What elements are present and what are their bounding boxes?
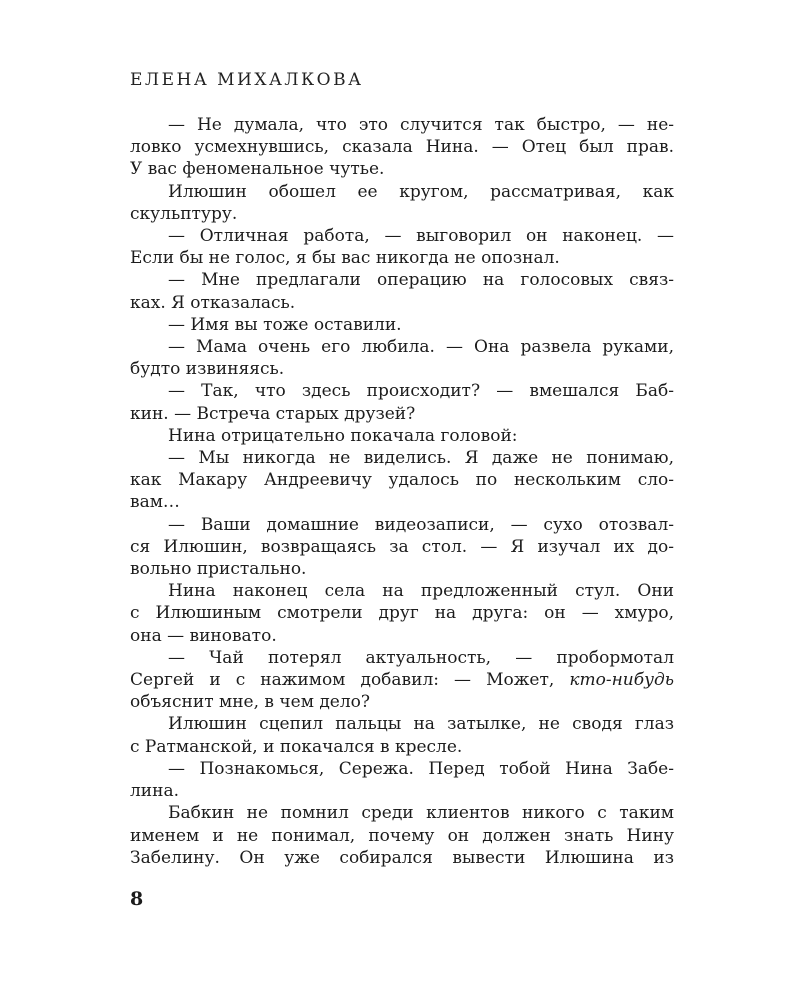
text-line: именем и не понимал, почему он должен знать Нину: [130, 825, 674, 846]
text-line: Илюшин сцепил пальцы на затылке, не сводя глаз: [168, 714, 674, 735]
paragraph: [130, 758, 674, 802]
text-line: ках. Я отказалась.: [130, 292, 296, 313]
paragraph: [130, 425, 674, 447]
paragraph: [130, 114, 674, 181]
text-line: — Имя вы тоже оставили.: [168, 314, 402, 335]
text-line: — Мы никогда не виделись. Я даже не понимаю,: [168, 448, 674, 469]
text-line: объяснит мне, в чем дело?: [130, 692, 371, 713]
text-line: — Чай потерял актуальность, — пробормотал: [168, 647, 674, 668]
text-line: — Отличная работа, — выговорил он наконец. —: [168, 226, 674, 247]
text-line: скульптуру.: [130, 203, 238, 224]
text-line: У вас феноменальное чутье.: [130, 159, 385, 180]
text-line: — Познакомься, Сережа. Перед тобой Нина Забе-: [168, 758, 674, 779]
text-line: лина.: [130, 781, 179, 802]
text-line: Нина отрицательно покачала головой:: [168, 425, 518, 446]
paragraph: [130, 713, 674, 757]
text-line: ся Илюшин, возвращаясь за стол. — Я изучал их до-: [130, 536, 674, 557]
text-line: как Макару Андреевичу удалось по нескольким сло-: [130, 470, 674, 491]
text-line: Нина наконец села на предложенный стул. Они: [168, 581, 674, 602]
page-number: 8: [130, 888, 144, 910]
text-line: она — виновато.: [130, 625, 277, 646]
text-line: Если бы не голос, я бы вас никогда не опознал.: [130, 248, 560, 269]
text-line: Сергей и с нажимом добавил: — Может, кто-нибудь: [130, 670, 674, 691]
text-line: вам…: [130, 492, 180, 513]
text-line: Забелину. Он уже собирался вывести Илюшина из: [130, 847, 674, 868]
paragraph: [130, 336, 674, 380]
text-line: — Мне предлагали операцию на голосовых связ-: [168, 270, 674, 291]
paragraph: [130, 380, 674, 424]
text-block: [130, 114, 674, 869]
paragraph: [130, 269, 674, 313]
paragraph: [130, 314, 674, 336]
paragraph: [130, 225, 674, 269]
text-line: — Так, что здесь происходит? — вмешался Баб-: [168, 381, 674, 402]
running-header: ЕЛЕНА МИХАЛКОВА: [130, 70, 364, 90]
text-line: Бабкин не помнил среди клиентов никого с таким: [168, 803, 674, 824]
text-line: вольно пристально.: [130, 559, 307, 580]
text-line: с Ратманской, и покачался в кресле.: [130, 736, 463, 757]
paragraph: [130, 580, 674, 647]
paragraph: [130, 447, 674, 514]
text-line: — Не думала, что это случится так быстро, — не-: [168, 115, 674, 135]
paragraph: [130, 514, 674, 581]
text-line: Илюшин обошел ее кругом, рассматривая, как: [168, 181, 674, 202]
text-line: — Ваши домашние видеозаписи, — сухо отозвал-: [168, 514, 674, 535]
paragraph: [130, 181, 674, 225]
text-line: ловко усмехнувшись, сказала Нина. — Отец был прав.: [130, 137, 674, 158]
text-line: — Мама очень его любила. — Она развела руками,: [168, 337, 674, 358]
text-line: с Илюшиным смотрели друг на друга: он — хмуро,: [130, 603, 674, 624]
text-line: будто извиняясь.: [130, 359, 285, 380]
paragraph: [130, 802, 674, 869]
text-line: кин. — Встреча старых друзей?: [130, 403, 416, 424]
paragraph: [130, 647, 674, 714]
